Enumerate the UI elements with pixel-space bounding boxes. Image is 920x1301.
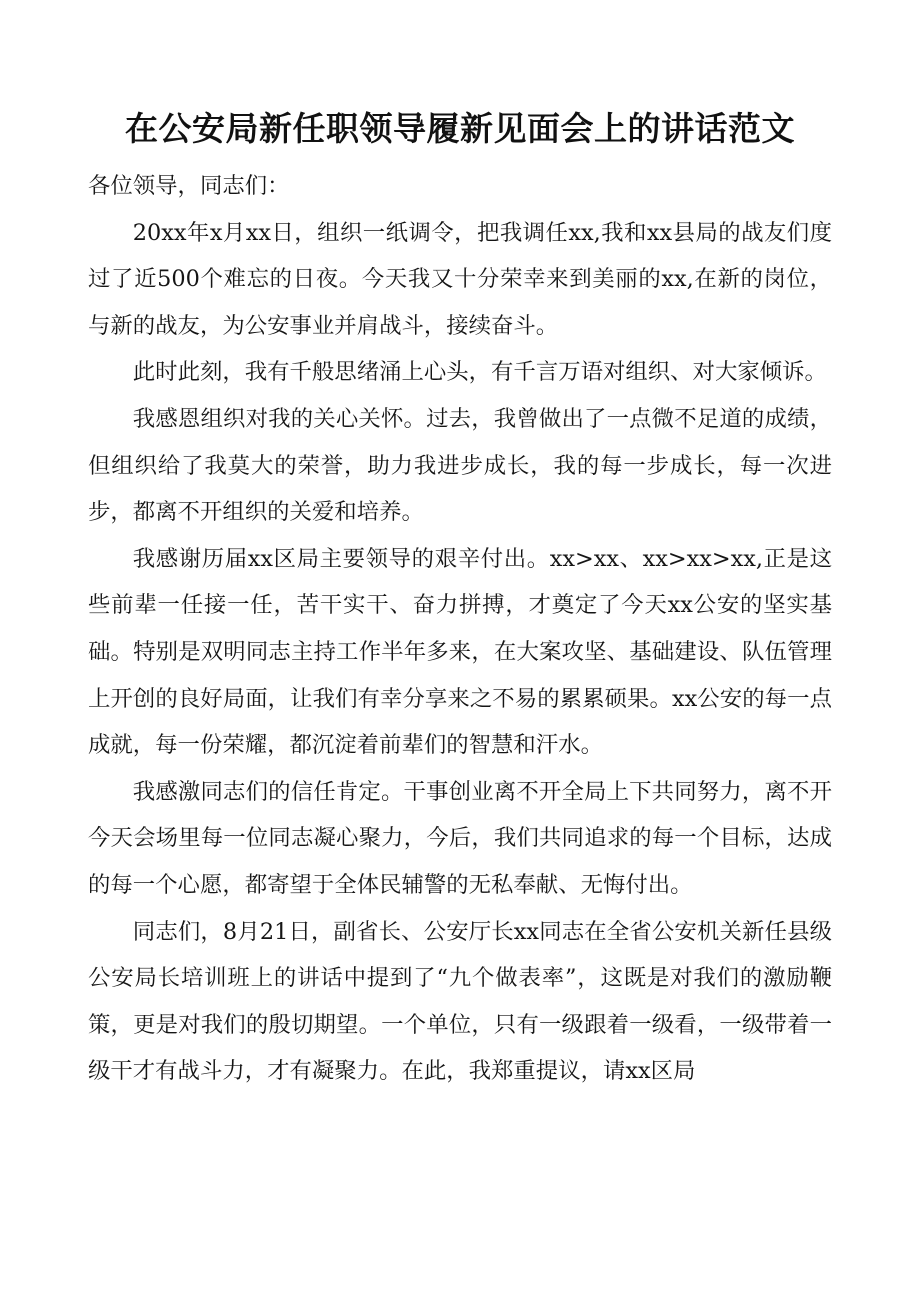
paragraph: 我感激同志们的信任肯定。干事创业离不开全局上下共同努力，离不开今天会场里每一位同志凝心聚力，今后，我们共同追求的每一个目标，达成的每一个心愿，都寄望于全体民辅警的无私奉献、无悔付出。 [88, 778, 832, 898]
document-title: 在公安局新任职领导履新见面会上的讲话范文 [125, 109, 795, 148]
paragraph: 我感谢历届xx区局主要领导的艰辛付出。xx>xx、xx>xx>xx,正是这些前辈一任接一任，苦干实干、奋力拼搏，才奠定了今天xx公安的坚实基础。特别是双明同志主持工作半年多来，在大案攻坚、基础建设、队伍管理上开创的良好局面，让我们有幸分享来之不易的累累硕果。xx公安的每一点成就，每一份荣耀，都沉淀着前辈们的智慧和汗水。 [88, 545, 832, 759]
document-body [88, 163, 832, 1095]
paragraph: 20xx年x月xx日，组织一纸调令，把我调任xx,我和xx县局的战友们度过了近500个难忘的日夜。今天我又十分荣幸来到美丽的xx,在新的岗位，与新的战友，为公安事业并肩战斗，接续奋斗。 [88, 219, 832, 339]
paragraph: 我感恩组织对我的关心关怀。过去，我曾做出了一点微不足道的成绩，但组织给了我莫大的荣誉，助力我进步成长，我的每一步成长，每一次进步，都离不开组织的关爱和培养。 [88, 405, 832, 526]
paragraph: 同志们，8月21日，副省长、公安厅长xx同志在全省公安机关新任县级公安局长培训班上的讲话中提到了“九个做表率”，这既是对我们的激励鞭策，更是对我们的殷切期望。一个单位，只有一级跟着一级看，一级带着一级干才有战斗力，才有凝聚力。在此，我郑重提议，请xx区局 [88, 918, 832, 1085]
salutation: 各位领导，同志们： [88, 173, 290, 199]
paragraph: 此时此刻，我有千般思绪涌上心头，有千言万语对组织、对大家倾诉。 [132, 359, 827, 386]
